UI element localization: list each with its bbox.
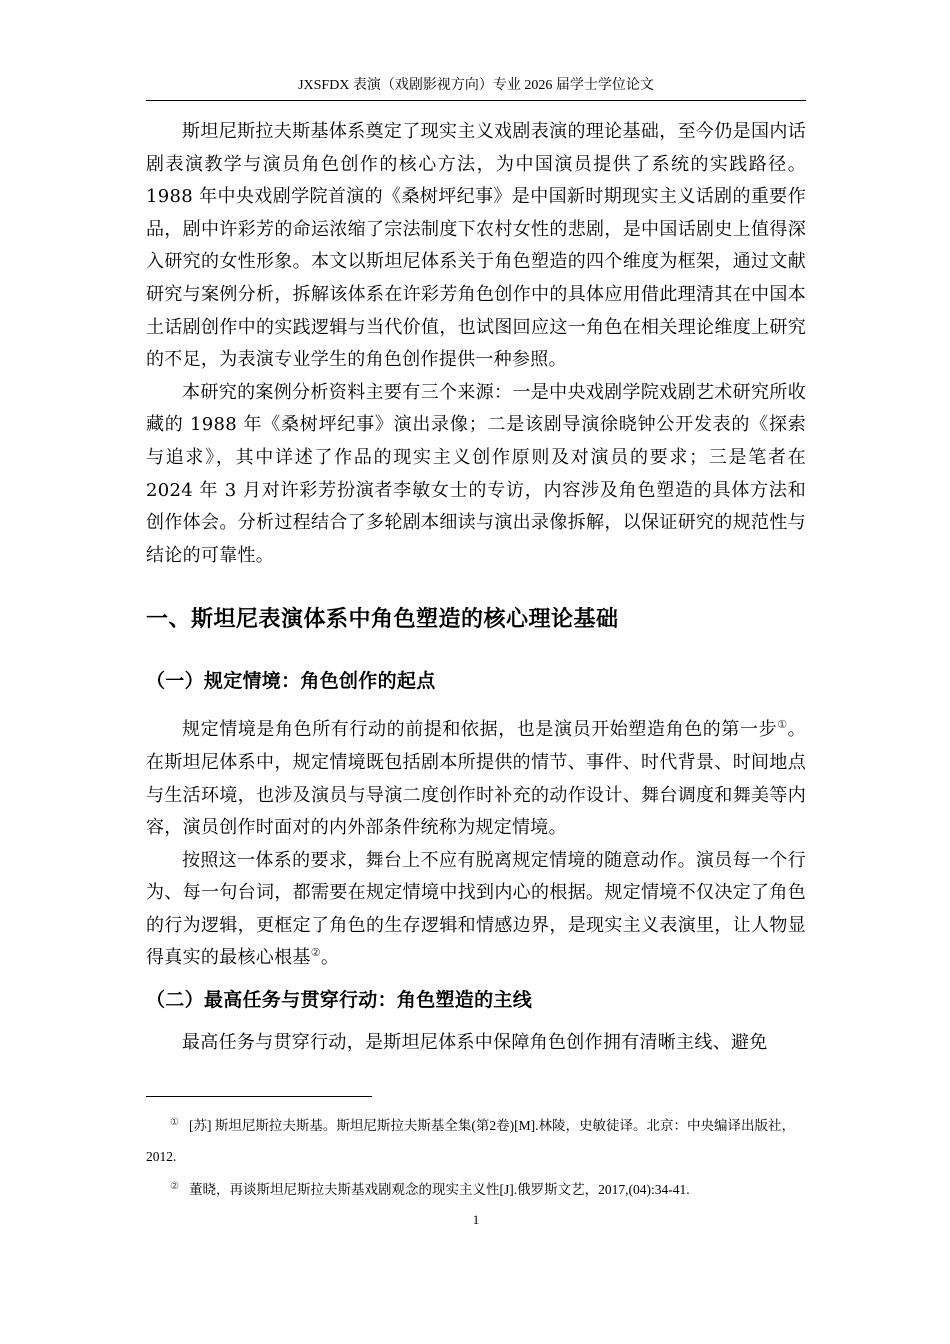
paragraph-text-end: 。	[320, 947, 340, 969]
section-heading: 一、斯坦尼表演体系中角色塑造的核心理论基础	[146, 607, 619, 633]
subsection-heading-2: （二）最高任务与贯穿行动：角色塑造的主线	[146, 989, 533, 1012]
intro-paragraph-1: 斯坦尼斯拉夫斯基体系奠定了现实主义戏剧表演的理论基础，至今仍是国内话剧表演教学与演员角色创作的核心方法，为中国演员提供了系统的实践路径。1988 年中央戏剧学院首演的《桑树坪纪事》是中国新时期现实主义话剧的重要作品，剧中许彩芳的命运浓缩了宗法制度下农村女性的悲剧，是中国话剧史上值得深入研究的女性形象。本文以斯坦尼体系关于角色塑造的四个维度为框架，通过文献研究与案例分析，拆解该体系在许彩芳角色创作中的具体应用借此理清其在中国本土话剧创作中的实践逻辑与当代价值，也试图回应这一角色在相关理论维度上研究的不足，为表演专业学生的角色创作提供一种参照。	[146, 121, 806, 371]
intro-paragraph-2: 本研究的案例分析资料主要有三个来源：一是中央戏剧学院戏剧艺术研究所收藏的 1988 年《桑树坪纪事》演出录像；二是该剧导演徐晓钟公开发表的《探索与追求》，其中详述了作品的现实主义创作原则及对演员的要求；三是笔者在 2024 年 3 月对许彩芳扮演者李敏女士的专访，内容涉及角色塑造的具体方法和创作体会。分析过程结合了多轮剧本细读与演出录像拆解，以保证研究的规范性与结论的可靠性。	[146, 381, 806, 566]
subsection-2-paragraph-1: 最高任务与贯穿行动，是斯坦尼体系中保障角色创作拥有清晰主线、避免	[182, 1032, 768, 1054]
footnote-mark: ②	[170, 1180, 179, 1192]
footnote-1	[146, 1110, 806, 1172]
footnote-rule	[146, 1096, 372, 1097]
subsection-heading-1: （一）规定情境：角色创作的起点	[146, 670, 436, 693]
subsection-1-paragraph-2	[146, 845, 806, 975]
footnote-text: 董晓，再谈斯坦尼斯拉夫斯基戏剧观念的现实主义性[J].俄罗斯文艺，2017,(04):34-41.	[188, 1182, 690, 1197]
footnotes	[146, 1110, 806, 1205]
header-rule	[146, 100, 806, 101]
running-header: JXSFDX 表演（戏剧影视方向）专业 2026 届学士学位论文	[298, 78, 654, 93]
footnote-text: [苏] 斯坦尼斯拉夫斯基。斯坦尼斯拉夫斯基全集(第2卷)[M].林陵，史敏徒译。北京：中央编译出版社，2012.	[146, 1118, 795, 1164]
body-text	[146, 116, 806, 1060]
paragraph-text: 规定情境是角色所有行动的前提和依据，也是演员开始塑造角色的第一步	[182, 719, 778, 741]
footnote-ref-1[interactable]: ①	[777, 718, 788, 732]
paragraph-text: 按照这一体系的要求，舞台上不应有脱离规定情境的随意动作。演员每一个行为、每一句台词，都需要在规定情境中找到内心的根据。规定情境不仅决定了角色的行为逻辑，更框定了角色的生存逻辑和情感边界，是现实主义表演里，让人物显得真实的最核心根基	[146, 849, 806, 969]
page-number: 1	[472, 1212, 480, 1227]
footnote-2	[146, 1174, 806, 1205]
subsection-1-paragraph-1	[146, 714, 806, 844]
footnote-mark: ①	[170, 1116, 179, 1128]
footnote-ref-2[interactable]: ②	[310, 946, 321, 960]
paragraph-text-end: 。在斯坦尼体系中，规定情境既包括剧本所提供的情节、事件、时代背景、时间地点与生活环境，也涉及演员与导演二度创作时补充的动作设计、舞台调度和舞美等内容，演员创作时面对的内外部条件统称为规定情境。	[146, 719, 806, 839]
